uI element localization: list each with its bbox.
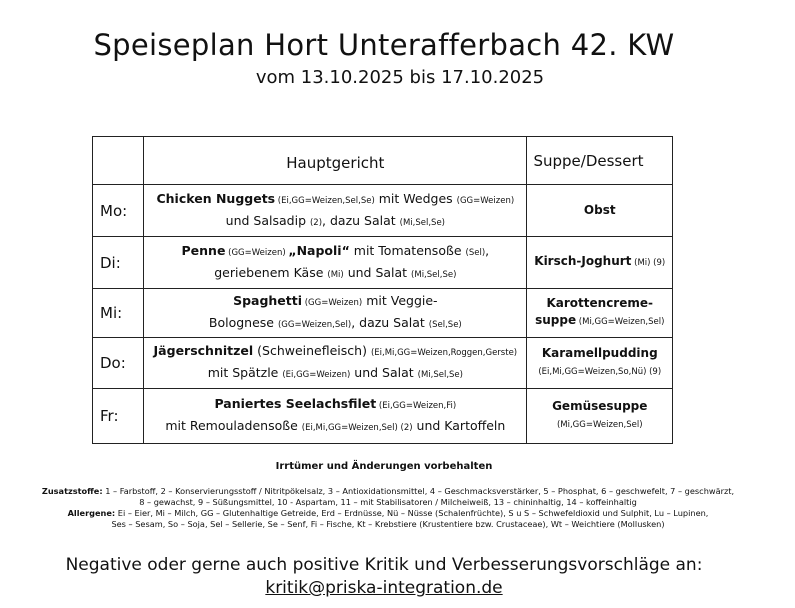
side-dish: [527, 237, 673, 289]
additives-label: Zusatzstoffe:: [41, 486, 103, 496]
allergen-code: (Mi,Sel,Se): [399, 217, 445, 228]
dish-name: Chicken Nuggets: [156, 190, 276, 206]
allergen-code: (Mi) (9): [631, 258, 666, 268]
feedback-email-link[interactable]: kritik@priska-integration.de: [265, 578, 503, 598]
allergen-legend: [18, 486, 758, 530]
dish-text: (Schweinefleisch): [253, 343, 371, 358]
allergen-code: (Mi,GG=Weizen,Sel): [576, 317, 665, 327]
main-dish: [144, 389, 527, 444]
dish-text: , dazu Salat: [351, 315, 429, 330]
side-dish: [527, 185, 673, 237]
allergen-code: (Mi): [327, 269, 344, 280]
allergen-code: (Mi,Sel,Se): [411, 269, 457, 280]
dish-text: mit Veggie-: [362, 293, 438, 308]
allergen-code: (Ei,GG=Weizen,Sel,Se): [275, 195, 375, 206]
dish-name: Karamellpudding: [541, 346, 658, 360]
side-dish: [527, 389, 673, 444]
dish-text: mit Remouladensoße: [165, 418, 302, 433]
dish-text: und Salsadip: [225, 212, 310, 228]
dish-name: Paniertes Seelachsfilet: [214, 396, 377, 411]
allergen-code: (Sel,Se): [428, 320, 462, 330]
table-row: [93, 237, 673, 289]
allergen-code: (GG=Weizen): [302, 298, 363, 308]
page-title: Speiseplan Hort Unterafferbach 42. KW: [93, 28, 675, 62]
additives-text-cont: 8 – gewachst, 9 – Süßungsmittel, 10 - Aspartam, 11 – mit Stabilisatoren / Milcheiweiß, 13 – chininhaltig, 14 – koffeinhaltig: [139, 497, 637, 507]
allergens-text-cont: Ses – Sesam, So – Soja, Sel – Sellerie, Se – Senf, Fi – Fische, Kt – Krebstiere (Krustentiere bzw. Crustaceae), Wt – Weichtiere (Mollusken): [111, 519, 665, 529]
dish-text: Bolognese: [208, 315, 278, 330]
table-row: [93, 289, 673, 338]
table-header-row: [93, 137, 673, 185]
menu-table: [92, 136, 673, 444]
dish-name: Karottencreme-: [546, 296, 653, 310]
dish-text: mit Spätzle: [207, 365, 283, 380]
dish-text: mit Wedges: [374, 190, 457, 206]
table-row: [93, 338, 673, 389]
allergen-code: (GG=Weizen,Sel): [277, 320, 352, 330]
disclaimer: Irrtümer und Änderungen vorbehalten: [275, 461, 493, 472]
allergen-code: (Ei,GG=Weizen): [282, 370, 351, 380]
feedback-text: Negative oder gerne auch positive Kritik und Verbesserungsvorschläge an:: [65, 555, 703, 575]
allergen-code: (Sel): [465, 247, 486, 258]
allergen-code: (Mi,GG=Weizen,Sel): [556, 420, 643, 430]
dish-name: Penne: [181, 242, 226, 258]
dish-name: Kirsch-Joghurt: [534, 254, 632, 268]
dish-text: , dazu Salat: [322, 212, 400, 228]
day-label: Mi:: [93, 289, 144, 338]
additives-text: 1 – Farbstoff, 2 – Konservierungsstoff / Nitritpökelsalz, 3 – Antioxidationsmittel, 4 – Geschmacksverstärker, 5 – Phosphat, 6 – geschwefelt, 7 – geschwärzt,: [102, 486, 735, 496]
dish-name: Spaghetti: [233, 293, 303, 308]
main-dish: [144, 289, 527, 338]
dish-text: geriebenem Käse: [214, 264, 328, 280]
dish-text: und Kartoffeln: [412, 418, 506, 433]
dish-text: und Salat: [350, 365, 418, 380]
main-dish: [144, 185, 527, 237]
table-row: [93, 185, 673, 237]
dish-text: und Salat: [343, 264, 412, 280]
main-dish: [144, 338, 527, 389]
dish-name: Obst: [583, 203, 616, 217]
allergen-code: (Ei,GG=Weizen,Fi): [376, 401, 457, 411]
allergens-text: Ei – Eier, Mi – Milch, GG – Glutenhaltige Getreide, Erd – Erdnüsse, Nü – Nüsse (Schalenfrüchte), S u S – Schwefeldioxid und Sulphit, Lu – Lupinen,: [115, 508, 709, 518]
side-dish: [527, 338, 673, 389]
date-range: vom 13.10.2025 bis 17.10.2025: [255, 67, 545, 88]
dish-text: ,: [485, 242, 490, 258]
day-label: Do:: [93, 338, 144, 389]
allergen-code: (Mi,Sel,Se): [417, 370, 463, 380]
allergen-code: (Ei,Mi,GG=Weizen,Sel) (2): [301, 423, 413, 433]
corner-cell: [93, 137, 144, 185]
dish-name: „Napoli“: [288, 242, 350, 258]
dish-name: Jägerschnitzel: [153, 343, 254, 358]
side-dish: [527, 289, 673, 338]
allergens-label: Allergene:: [67, 508, 116, 518]
table-row: [93, 389, 673, 444]
dish-name: suppe: [535, 313, 577, 327]
main-dish: [144, 237, 527, 289]
allergen-code: (GG=Weizen): [225, 247, 289, 258]
day-label: Mo:: [93, 185, 144, 237]
feedback-section: [0, 554, 768, 600]
allergen-code: (GG=Weizen): [456, 195, 515, 206]
column-header-side: Suppe/Dessert: [527, 137, 673, 185]
allergen-code: (2): [309, 217, 323, 228]
allergen-code: (Ei,Mi,GG=Weizen,Roggen,Gerste): [370, 348, 518, 358]
day-label: Fr:: [93, 389, 144, 444]
dish-text: mit Tomatensoße: [349, 242, 466, 258]
column-header-main: Hauptgericht: [144, 137, 527, 185]
day-label: Di:: [93, 237, 144, 289]
dish-name: Gemüsesuppe: [552, 399, 648, 413]
allergen-code: (Ei,Mi,GG=Weizen,So,Nü) (9): [538, 367, 662, 377]
